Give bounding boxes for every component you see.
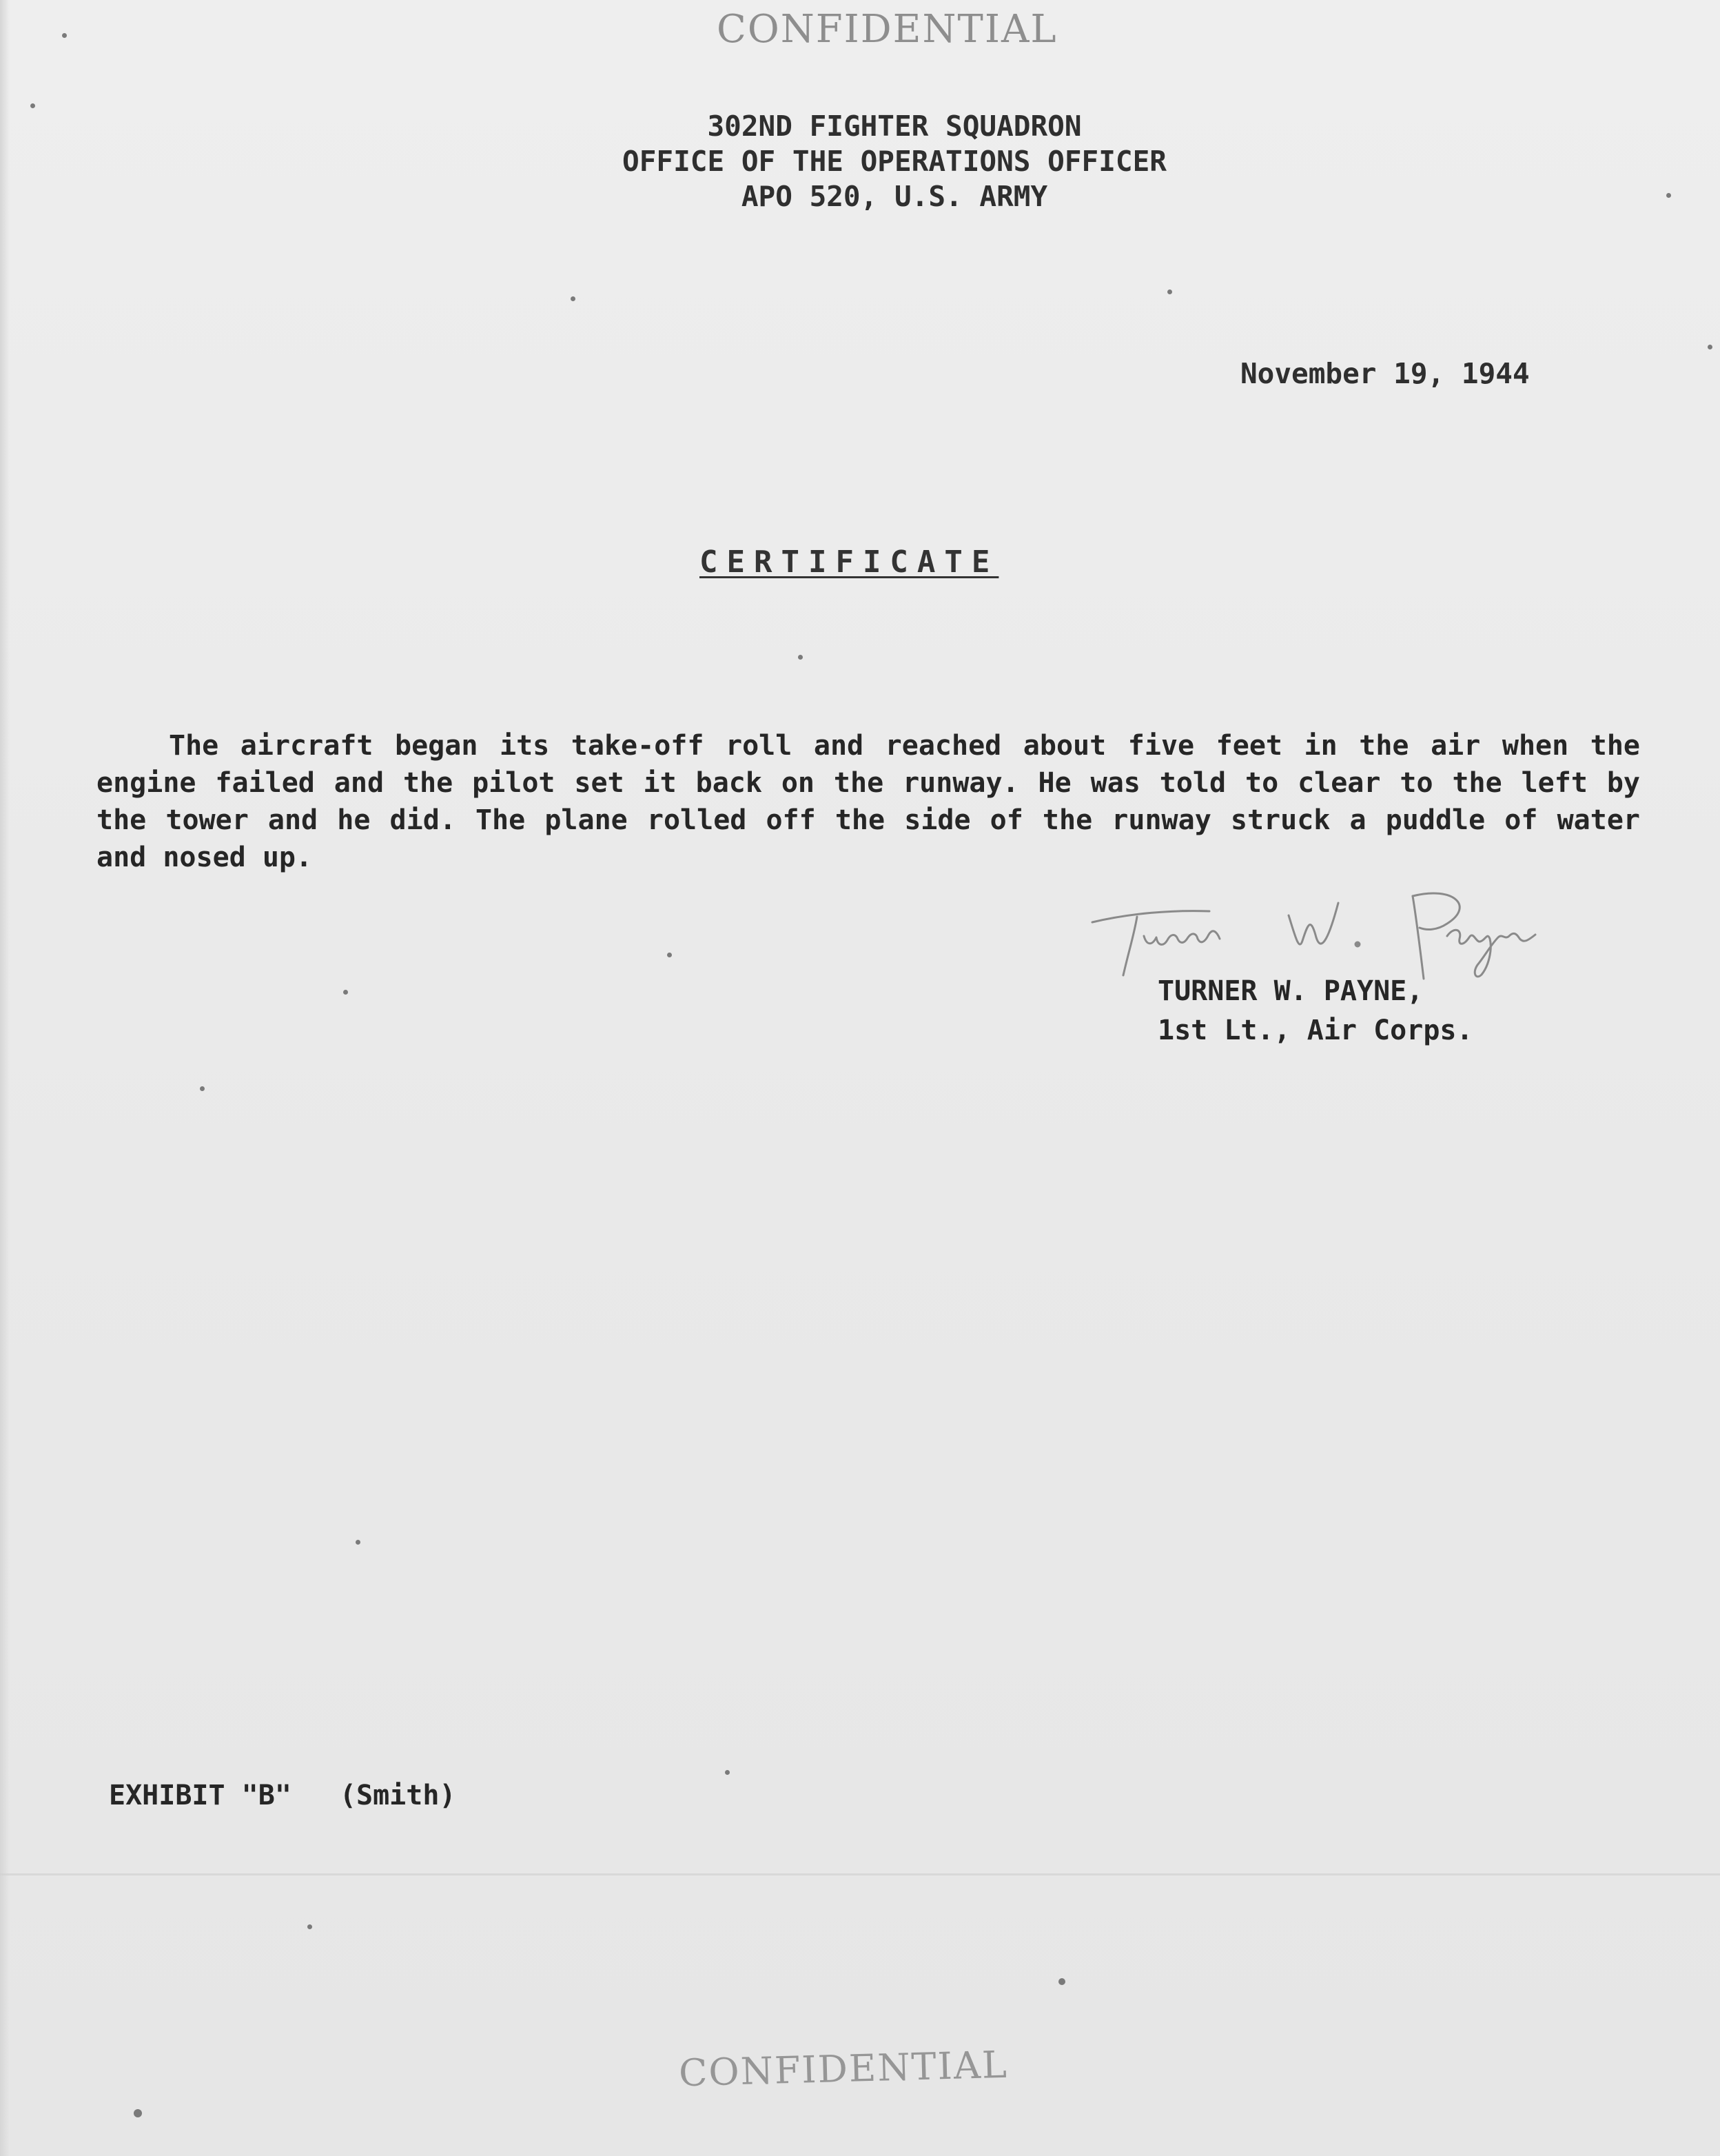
exhibit-label: [109, 1780, 455, 1811]
dust-speck: [667, 953, 672, 957]
exhibit-reference: (Smith): [339, 1780, 456, 1811]
confidential-stamp-top: CONFIDENTIAL: [717, 7, 1058, 52]
document-date: November 19, 1944: [1240, 357, 1530, 390]
dust-speck: [1167, 289, 1172, 294]
letterhead: [0, 109, 1720, 214]
dust-speck: [725, 1770, 730, 1775]
dust-speck: [62, 33, 67, 38]
dust-speck: [30, 103, 35, 108]
dust-speck: [1058, 1978, 1065, 1985]
document-title: CERTIFICATE: [699, 545, 999, 580]
certificate-body: [96, 727, 1640, 876]
paper-fold-line: [0, 1873, 1720, 1875]
dust-speck: [1708, 345, 1712, 349]
dust-speck: [343, 990, 348, 995]
dust-speck: [200, 1086, 205, 1091]
dust-speck: [571, 296, 575, 301]
signature-block: [1158, 972, 1473, 1050]
letterhead-office: OFFICE OF THE OPERATIONS OFFICER: [622, 145, 1167, 178]
dust-speck: [798, 655, 803, 660]
dust-speck: [356, 1540, 360, 1545]
page-edge-shadow: [0, 0, 10, 2156]
dust-speck: [1666, 193, 1671, 198]
exhibit-id: EXHIBIT "B": [109, 1780, 291, 1811]
signatory-rank: 1st Lt., Air Corps.: [1158, 1015, 1473, 1046]
body-paragraph: The aircraft began its take-off roll and reached about five feet in the air when the engine failed and the pilot set it back on the runway. He was told to clear to the left by the tower and he did. The plane rolled off the side of the runway struck a puddle of water and nosed up.: [96, 730, 1640, 873]
dust-speck: [134, 2109, 142, 2117]
confidential-stamp-bottom: CONFIDENTIAL: [678, 2042, 1009, 2095]
letterhead-unit: 302ND FIGHTER SQUADRON: [707, 110, 1082, 143]
signatory-name: TURNER W. PAYNE,: [1158, 975, 1424, 1007]
letterhead-address: APO 520, U.S. ARMY: [741, 180, 1048, 213]
dust-speck: [307, 1924, 312, 1929]
